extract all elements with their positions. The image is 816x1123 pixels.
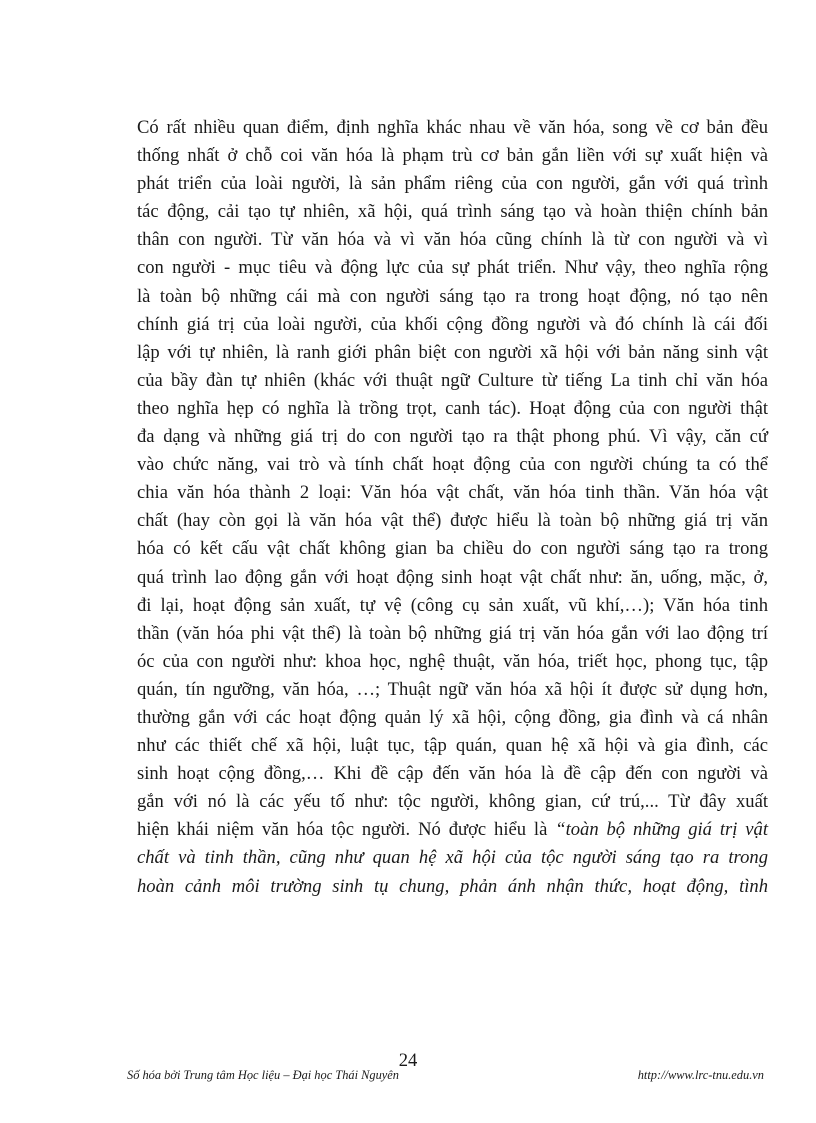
quote-italic-part: “toàn bộ những giá trị vật bbox=[555, 819, 768, 841]
footer-source: Số hóa bởi Trung tâm Học liệu – Đại học Thái Nguyên bbox=[127, 1068, 399, 1082]
text-line: phát triển của loài người, là sản phẩm riêng của con người, gắn với quá trình bbox=[137, 173, 768, 195]
text-line: quá trình lao động gắn với hoạt động sinh hoạt vật chất như: ăn, uống, mặc, ở, bbox=[137, 566, 768, 588]
text-line: chất (hay còn gọi là văn hóa vật thể) được hiểu là toàn bộ những giá trị văn bbox=[137, 510, 768, 532]
text-line: con người - mục tiêu và động lực của sự phát triển. Như vậy, theo nghĩa rộng bbox=[137, 257, 768, 279]
page-footer bbox=[127, 1068, 764, 1083]
text-line: đi lại, hoạt động sản xuất, tự vệ (công cụ sản xuất, vũ khí,…); Văn hóa tinh bbox=[137, 594, 768, 616]
text-line-mixed bbox=[137, 816, 768, 844]
text-line: đa dạng và những giá trị do con người tạo ra thật phong phú. Vì vậy, căn cứ bbox=[137, 426, 768, 448]
text-line: vào chức năng, vai trò và tính chất hoạt động của con người chúng ta có thể bbox=[137, 454, 768, 476]
page-number: 24 bbox=[398, 1050, 418, 1071]
text-line: hóa có kết cấu vật chất không gian ba chiều do con người sáng tạo ra trong bbox=[137, 538, 768, 560]
quote-line: chất và tinh thần, cũng như quan hệ xã hội của tộc người sáng tạo ra trong bbox=[137, 847, 768, 869]
text-line: tác động, cải tạo tự nhiên, xã hội, quá trình sáng tạo và hoàn thiện chính bản bbox=[137, 201, 768, 223]
text-line: chính giá trị của loài người, của khối cộng đồng người và đó chính là cái đối bbox=[137, 313, 768, 335]
quote-line: hoàn cảnh môi trường sinh tụ chung, phản ánh nhận thức, hoạt động, tình bbox=[137, 875, 768, 897]
text-line: như các thiết chế xã hội, luật tục, tập quán, quan hệ xã hội và gia đình, các bbox=[137, 735, 768, 757]
text-line: gắn với nó là các yếu tố như: tộc người, không gian, cứ trú,... Từ đây xuất bbox=[137, 791, 768, 813]
text-line: óc của con người như: khoa học, nghệ thuật, văn hóa, triết học, phong tục, tập bbox=[137, 650, 768, 672]
text-line: theo nghĩa hẹp có nghĩa là trồng trọt, canh tác). Hoạt động của con người thật bbox=[137, 397, 768, 419]
text-line: thân con người. Từ văn hóa và vì văn hóa cũng chính là từ con người và vì bbox=[137, 229, 768, 251]
text-line: quán, tín ngưỡng, văn hóa, …; Thuật ngữ văn hóa xã hội ít được sử dụng hơn, bbox=[137, 678, 768, 700]
text-line: lập với tự nhiên, là ranh giới phân biệt con người xã hội với bản năng sinh vật bbox=[137, 341, 768, 363]
text-normal-part: hiện khái niệm văn hóa tộc người. Nó được hiểu là bbox=[137, 819, 556, 841]
text-line: của bầy đàn tự nhiên (khác với thuật ngữ Culture từ tiếng La tinh chỉ văn hóa bbox=[137, 369, 768, 391]
text-line: Có rất nhiều quan điểm, định nghĩa khác nhau về văn hóa, song về cơ bản đều bbox=[137, 117, 768, 138]
text-line: chia văn hóa thành 2 loại: Văn hóa vật chất, văn hóa tinh thần. Văn hóa vật bbox=[137, 482, 768, 504]
text-line: thần (văn hóa phi vật thể) là toàn bộ những giá trị văn hóa gắn với lao động trí bbox=[137, 622, 768, 644]
text-line: thường gắn với các hoạt động quản lý xã hội, cộng đồng, gia đình và cá nhân bbox=[137, 706, 768, 728]
text-line: là toàn bộ những cái mà con người sáng tạo ra trong hoạt động, nó tạo nên bbox=[137, 285, 768, 307]
footer-url: http://www.lrc-tnu.edu.vn bbox=[637, 1068, 764, 1082]
body-paragraph bbox=[137, 114, 768, 901]
text-line: sinh hoạt cộng đồng,… Khi đề cập đến văn hóa là đề cập đến con người và bbox=[137, 763, 768, 785]
text-line: thống nhất ở chỗ coi văn hóa là phạm trù cơ bản gắn liền với sự xuất hiện và bbox=[137, 145, 768, 167]
